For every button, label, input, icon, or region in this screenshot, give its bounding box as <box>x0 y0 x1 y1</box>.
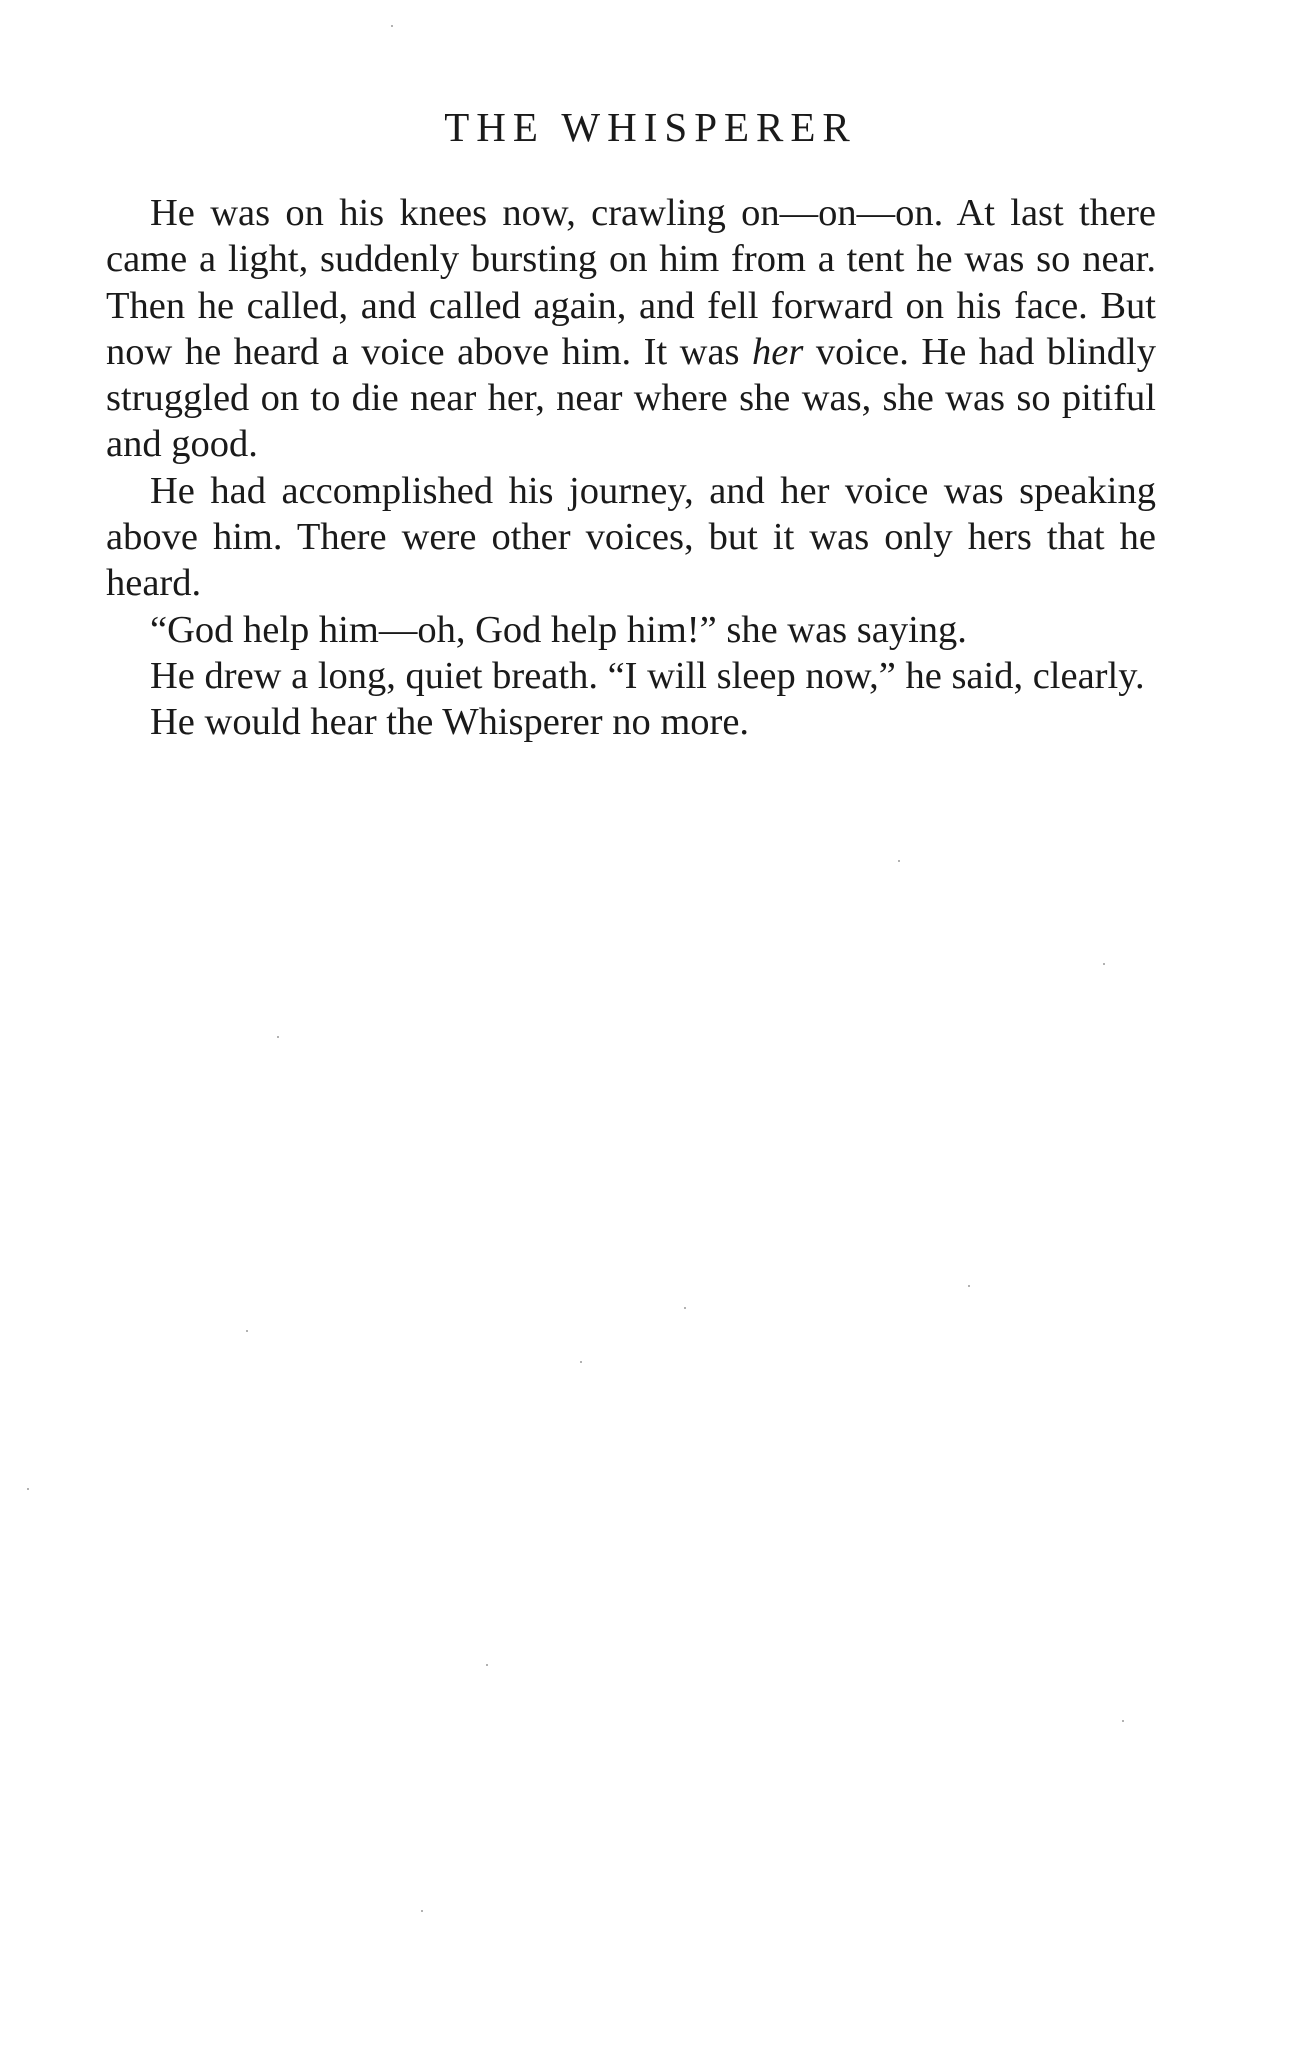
body-text <box>106 190 1156 746</box>
paragraph-1-emphasis: her <box>752 330 804 373</box>
scan-speck <box>684 1307 686 1309</box>
running-head: THE WHISPERER <box>444 104 857 150</box>
scan-speck <box>421 1910 423 1912</box>
scan-speck <box>27 1488 29 1490</box>
scan-speck <box>486 1664 488 1666</box>
scan-speck <box>1122 1720 1124 1722</box>
paragraph-1 <box>106 190 1156 468</box>
paragraph-3: “God help him—oh, God help him!” she was saying. <box>150 608 967 651</box>
scan-speck <box>580 1361 582 1363</box>
scan-speck <box>246 1330 248 1332</box>
paragraph-2: He had accomplished his journey, and her voice was speaking above him. There were other voices, but it was only hers that he heard. <box>106 469 1156 605</box>
scan-speck <box>391 25 393 27</box>
scan-speck <box>1103 963 1105 965</box>
paragraph-1-part-1: He was on his knees now, crawling on—on—on. At last there came a light, suddenly bursting on him from a tent he was so near. Then he called, and called again, and fell forward on his face. But now he heard a voice above him. It was <box>106 192 1156 373</box>
paragraph-4: He drew a long, quiet breath. “I will sleep now,” he said, clearly. <box>150 654 1145 697</box>
paragraph-5: He would hear the Whisperer no more. <box>150 701 750 744</box>
paragraph-1-part-2: voice. He had blindly struggled on to die near her, near where she was, she was so pitiful and good. <box>106 330 1156 466</box>
scan-speck <box>968 1285 970 1287</box>
scan-speck <box>277 1036 279 1038</box>
scan-speck <box>898 860 900 862</box>
